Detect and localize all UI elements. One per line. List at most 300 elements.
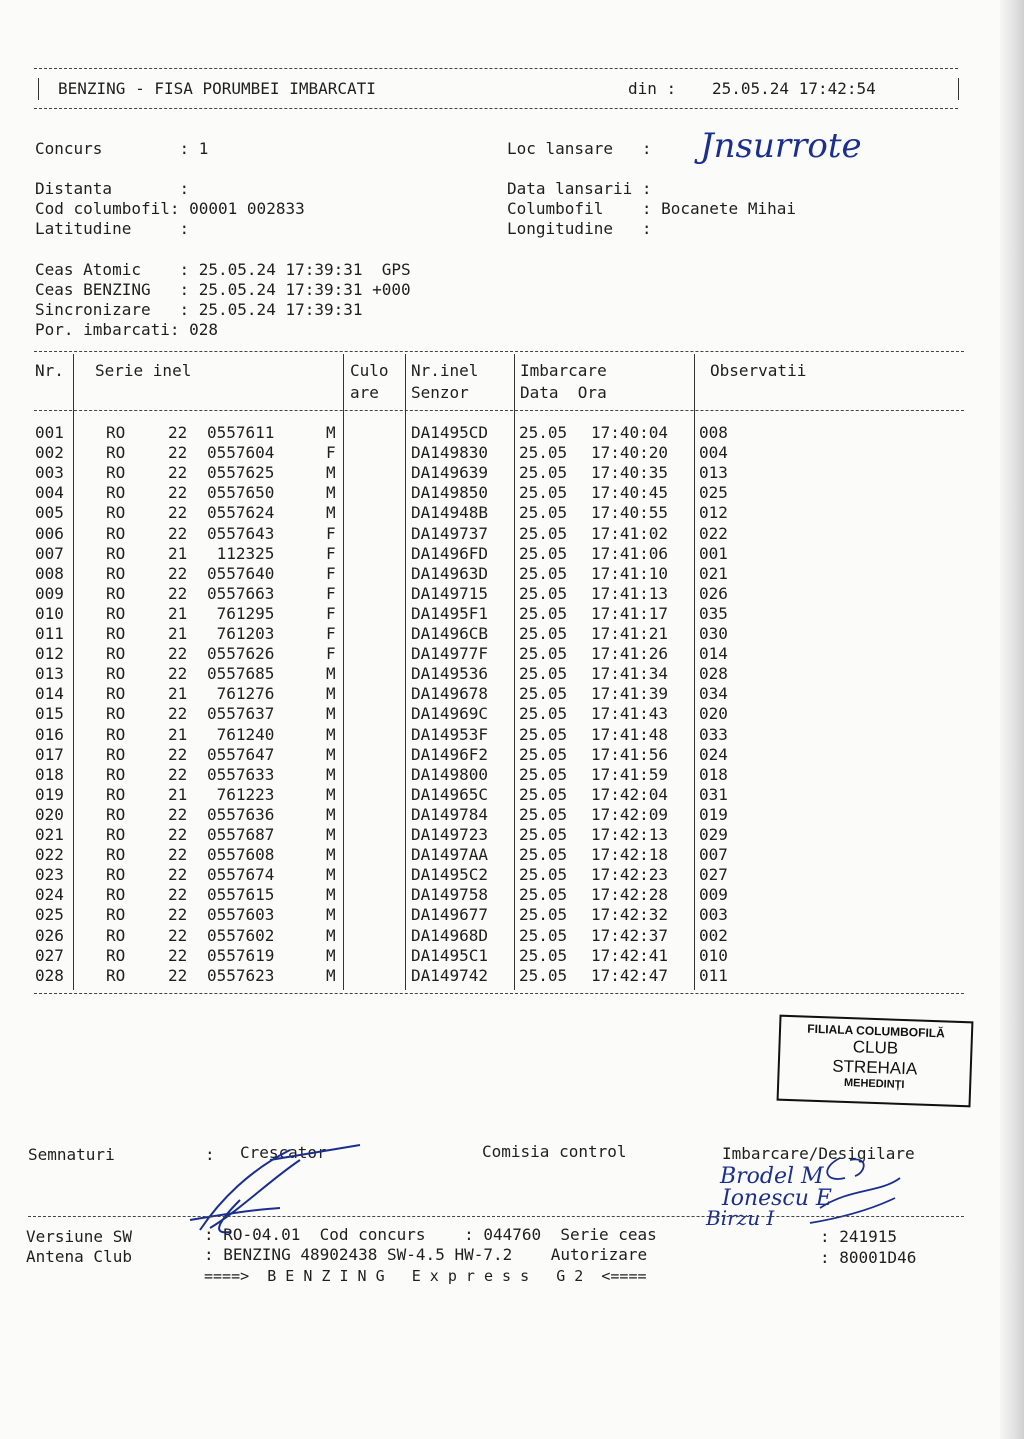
cell-data: 25.05 [519, 825, 568, 844]
cell-senzor: DA1496CB [411, 624, 489, 643]
cell-nr: 021 [35, 825, 64, 844]
cell-senzor: DA14948B [411, 503, 489, 523]
col-sep-imbarcare [694, 354, 695, 990]
cell-data: 25.05 [519, 523, 568, 543]
cell-nr: 008 [35, 563, 64, 583]
cell-nr: 006 [35, 523, 64, 543]
cell-nr: 026 [35, 925, 64, 945]
cell-an: 22 [168, 463, 188, 483]
cell-an: 22 [168, 905, 188, 925]
cell-nr: 012 [35, 644, 64, 664]
cell-nr: 002 [35, 443, 64, 463]
cell-inel: 0557640 [207, 563, 275, 583]
cell-tara: RO [106, 965, 126, 985]
club-stamp [777, 1015, 974, 1108]
cell-ora: 17:42:37 [591, 925, 669, 945]
cell-ora: 17:42:32 [591, 905, 669, 925]
antena-club-value: : BENZING 48902438 SW-4.5 HW-7.2 Autorizare [204, 1245, 648, 1264]
cell-data: 25.05 [519, 423, 568, 442]
cell-tara: RO [106, 945, 126, 965]
cell-sex: F [326, 644, 336, 664]
cell-observatii: 014 [699, 644, 728, 664]
cell-an: 22 [168, 925, 188, 945]
cell-ora: 17:41:13 [591, 583, 669, 603]
cell-inel: 0557624 [207, 503, 275, 523]
cell-data: 25.05 [519, 483, 568, 503]
cell-senzor: DA1496F2 [411, 744, 489, 764]
cell-tara: RO [106, 583, 126, 603]
cell-tara: RO [106, 624, 126, 643]
semnaturi-colon: : [205, 1145, 215, 1164]
cell-nr: 001 [35, 423, 64, 442]
data-lansarii-field: Data lansarii : [507, 179, 652, 198]
cell-data: 25.05 [519, 804, 568, 824]
cell-ora: 17:41:06 [591, 543, 669, 563]
cell-inel: 0557636 [207, 804, 275, 824]
cell-an: 22 [168, 744, 188, 764]
cell-sex: M [326, 905, 336, 925]
cell-inel: 0557608 [207, 845, 275, 865]
cell-observatii: 026 [699, 583, 728, 603]
col-header-serie: Serie inel [95, 361, 192, 380]
signature-member-1: Brodel M [720, 1164, 824, 1189]
cell-nr: 014 [35, 684, 64, 704]
cell-senzor: DA149742 [411, 965, 489, 985]
cell-data: 25.05 [519, 503, 568, 523]
cell-sex: M [326, 503, 336, 523]
cell-tara: RO [106, 463, 126, 483]
cell-ora: 17:41:17 [591, 603, 669, 623]
cell-tara: RO [106, 905, 126, 925]
cell-data: 25.05 [519, 784, 568, 804]
cell-tara: RO [106, 724, 126, 744]
cell-tara: RO [106, 845, 126, 865]
semnaturi-label: Semnaturi [28, 1145, 115, 1164]
cell-sex: F [326, 624, 336, 643]
cell-observatii: 003 [699, 905, 728, 925]
paper-edge-shadow [1000, 0, 1024, 1439]
cell-data: 25.05 [519, 845, 568, 865]
cell-observatii: 027 [699, 865, 728, 885]
concurs-field: Concurs : 1 [35, 139, 209, 158]
cell-ora: 17:40:20 [591, 443, 669, 463]
cell-an: 21 [168, 784, 188, 804]
cell-inel: 0557647 [207, 744, 275, 764]
cell-inel: 0557604 [207, 443, 275, 463]
autorizare-value: : 80001D46 [820, 1248, 917, 1267]
cell-nr: 020 [35, 804, 64, 824]
cell-sex: F [326, 443, 336, 463]
cell-inel: 0557611 [207, 423, 275, 442]
cell-sex: M [326, 684, 336, 704]
header-top-rule [34, 68, 958, 69]
cell-nr: 011 [35, 624, 64, 643]
ceas-atomic-field: Ceas Atomic : 25.05.24 17:39:31 GPS [35, 260, 411, 279]
col-header-inel-2: Senzor [411, 383, 469, 402]
cell-senzor: DA149536 [411, 664, 489, 684]
cell-senzor: DA1497AA [411, 845, 489, 865]
cell-nr: 004 [35, 483, 64, 503]
cell-sex: M [326, 825, 336, 844]
cell-ora: 17:42:23 [591, 865, 669, 885]
cell-nr: 007 [35, 543, 64, 563]
cell-sex: M [326, 885, 336, 905]
cell-observatii: 009 [699, 885, 728, 905]
table-top-rule [34, 351, 964, 352]
cell-observatii: 035 [699, 603, 728, 623]
cell-nr: 010 [35, 603, 64, 623]
cell-ora: 17:42:13 [591, 825, 669, 844]
cell-an: 22 [168, 563, 188, 583]
cell-tara: RO [106, 664, 126, 684]
cell-nr: 022 [35, 845, 64, 865]
footer-rule [28, 1216, 964, 1217]
columbofil-field: Columbofil : Bocanete Mihai [507, 199, 796, 218]
cell-an: 22 [168, 945, 188, 965]
cell-sex: M [326, 865, 336, 885]
col-header-imbarcare-2: Data Ora [520, 383, 607, 402]
cell-data: 25.05 [519, 945, 568, 965]
cell-inel: 0557626 [207, 644, 275, 664]
cell-senzor: DA14977F [411, 644, 489, 664]
cell-nr: 003 [35, 463, 64, 483]
cell-inel: 0557623 [207, 965, 275, 985]
cell-observatii: 018 [699, 764, 728, 784]
cell-sex: M [326, 483, 336, 503]
cell-ora: 17:41:10 [591, 563, 669, 583]
cell-nr: 013 [35, 664, 64, 684]
cell-tara: RO [106, 483, 126, 503]
header-bottom-rule [34, 108, 958, 109]
cell-observatii: 028 [699, 664, 728, 684]
cell-tara: RO [106, 523, 126, 543]
cell-data: 25.05 [519, 965, 568, 985]
stamp-line-4: MEHEDINȚI [843, 1076, 905, 1092]
cell-ora: 17:40:04 [591, 423, 669, 442]
cell-observatii: 022 [699, 523, 728, 543]
cod-columbofil-field: Cod columbofil: 00001 002833 [35, 199, 305, 218]
cell-inel: 0557637 [207, 704, 275, 724]
distanta-field: Distanta : [35, 179, 190, 198]
cell-data: 25.05 [519, 563, 568, 583]
cell-sex: M [326, 845, 336, 865]
cell-an: 22 [168, 845, 188, 865]
cell-nr: 009 [35, 583, 64, 603]
cell-tara: RO [106, 865, 126, 885]
cell-senzor: DA149830 [411, 443, 489, 463]
cell-data: 25.05 [519, 664, 568, 684]
cell-inel: 761203 [207, 624, 275, 643]
cell-sex: M [326, 804, 336, 824]
cell-observatii: 007 [699, 845, 728, 865]
cell-inel: 0557602 [207, 925, 275, 945]
cell-observatii: 024 [699, 744, 728, 764]
col-header-nr: Nr. [35, 361, 64, 380]
cell-data: 25.05 [519, 443, 568, 463]
cell-ora: 17:41:26 [591, 644, 669, 664]
cell-tara: RO [106, 885, 126, 905]
cell-an: 22 [168, 523, 188, 543]
cell-nr: 015 [35, 704, 64, 724]
cell-an: 22 [168, 804, 188, 824]
cell-inel: 0557674 [207, 865, 275, 885]
cell-tara: RO [106, 684, 126, 704]
cell-inel: 761295 [207, 603, 275, 623]
cell-an: 22 [168, 583, 188, 603]
cell-data: 25.05 [519, 905, 568, 925]
cell-tara: RO [106, 704, 126, 724]
cell-nr: 005 [35, 503, 64, 523]
cell-sex: M [326, 724, 336, 744]
cell-observatii: 030 [699, 624, 728, 643]
cell-sex: M [326, 945, 336, 965]
cell-data: 25.05 [519, 724, 568, 744]
cell-ora: 17:42:28 [591, 885, 669, 905]
antena-club-label: Antena Club [26, 1247, 132, 1266]
cell-data: 25.05 [519, 704, 568, 724]
cell-observatii: 004 [699, 443, 728, 463]
cell-ora: 17:40:35 [591, 463, 669, 483]
cell-sex: F [326, 603, 336, 623]
cell-observatii: 033 [699, 724, 728, 744]
cell-an: 21 [168, 724, 188, 744]
cell-inel: 0557603 [207, 905, 275, 925]
col-header-inel-1: Nr.inel [411, 361, 479, 380]
stamp-line-3: STREHAIA [831, 1056, 918, 1079]
cell-tara: RO [106, 443, 126, 463]
cell-data: 25.05 [519, 885, 568, 905]
cell-tara: RO [106, 764, 126, 784]
cell-an: 22 [168, 825, 188, 844]
cell-inel: 0557625 [207, 463, 275, 483]
cell-data: 25.05 [519, 684, 568, 704]
por-imbarcati-field: Por. imbarcati: 028 [35, 320, 219, 339]
cell-ora: 17:41:02 [591, 523, 669, 543]
cell-tara: RO [106, 543, 126, 563]
cell-nr: 019 [35, 784, 64, 804]
cell-an: 22 [168, 885, 188, 905]
cell-an: 22 [168, 704, 188, 724]
cell-sex: M [326, 925, 336, 945]
cell-nr: 027 [35, 945, 64, 965]
cell-sex: M [326, 784, 336, 804]
col-sep-senzor [514, 354, 515, 990]
cell-ora: 17:42:18 [591, 845, 669, 865]
cell-observatii: 029 [699, 825, 728, 844]
imbarcare-label: Imbarcare/Desigilare [722, 1144, 915, 1163]
cell-senzor: DA14963D [411, 563, 489, 583]
cell-observatii: 031 [699, 784, 728, 804]
cell-tara: RO [106, 563, 126, 583]
cell-inel: 112325 [207, 543, 275, 563]
cell-observatii: 012 [699, 503, 728, 523]
cell-observatii: 011 [699, 965, 728, 985]
cell-observatii: 020 [699, 704, 728, 724]
cell-sex: F [326, 583, 336, 603]
cell-senzor: DA14969C [411, 704, 489, 724]
cell-sex: M [326, 664, 336, 684]
cell-tara: RO [106, 825, 126, 844]
cell-an: 21 [168, 543, 188, 563]
cell-an: 22 [168, 764, 188, 784]
cell-sex: M [326, 965, 336, 985]
cell-observatii: 002 [699, 925, 728, 945]
cell-tara: RO [106, 503, 126, 523]
cell-ora: 17:40:55 [591, 503, 669, 523]
cell-nr: 016 [35, 724, 64, 744]
cell-ora: 17:42:47 [591, 965, 669, 985]
cell-data: 25.05 [519, 463, 568, 483]
cell-inel: 0557615 [207, 885, 275, 905]
cell-inel: 0557687 [207, 825, 275, 844]
cell-sex: F [326, 543, 336, 563]
comisia-label: Comisia control [482, 1142, 627, 1161]
cell-nr: 017 [35, 744, 64, 764]
cell-senzor: DA1496FD [411, 543, 489, 563]
cell-tara: RO [106, 423, 126, 442]
cell-nr: 028 [35, 965, 64, 985]
cell-observatii: 010 [699, 945, 728, 965]
cell-tara: RO [106, 644, 126, 664]
cell-senzor: DA149850 [411, 483, 489, 503]
cell-senzor: DA149678 [411, 684, 489, 704]
cell-senzor: DA149723 [411, 825, 489, 844]
cell-senzor: DA149737 [411, 523, 489, 543]
cell-observatii: 001 [699, 543, 728, 563]
cell-senzor: DA1495C1 [411, 945, 489, 965]
sincronizare-field: Sincronizare : 25.05.24 17:39:31 [35, 300, 363, 319]
col-header-culoare-1: Culo [350, 361, 389, 380]
cell-inel: 0557650 [207, 483, 275, 503]
cell-senzor: DA149784 [411, 804, 489, 824]
header-right-bar [958, 78, 959, 100]
cell-senzor: DA1495C2 [411, 865, 489, 885]
cell-senzor: DA14965C [411, 784, 489, 804]
cell-inel: 0557633 [207, 764, 275, 784]
col-sep-culoare [405, 354, 406, 990]
cell-senzor: DA149639 [411, 463, 489, 483]
cell-sex: M [326, 704, 336, 724]
din-value: 25.05.24 17:42:54 [712, 79, 876, 98]
cell-data: 25.05 [519, 744, 568, 764]
col-header-observatii: Observatii [710, 361, 807, 380]
cell-nr: 018 [35, 764, 64, 784]
cell-sex: M [326, 463, 336, 483]
cell-nr: 025 [35, 905, 64, 925]
cell-inel: 0557643 [207, 523, 275, 543]
cell-observatii: 008 [699, 423, 728, 442]
benzing-brand-line: ====> B E N Z I N G E x p r e s s G 2 <==== [204, 1267, 647, 1285]
stamp-line-1: FILIALA COLUMBOFILĂ [807, 1021, 946, 1041]
versiune-sw-label: Versiune SW [26, 1227, 132, 1246]
cell-sex: M [326, 764, 336, 784]
signature-member-2: Ionescu E [722, 1186, 832, 1211]
cell-an: 22 [168, 423, 188, 442]
loc-lansare-handwriting: Jnsurrote [700, 126, 862, 166]
cell-data: 25.05 [519, 583, 568, 603]
serie-ceas-value: : 241915 [820, 1227, 898, 1246]
cell-ora: 17:41:48 [591, 724, 669, 744]
cell-observatii: 025 [699, 483, 728, 503]
cell-tara: RO [106, 784, 126, 804]
table-bottom-rule [34, 993, 964, 994]
cell-an: 22 [168, 503, 188, 523]
cell-senzor: DA149715 [411, 583, 489, 603]
cell-tara: RO [106, 744, 126, 764]
cell-sex: M [326, 423, 336, 442]
col-sep-serie [343, 354, 344, 990]
signature-member-3: Birzu I [706, 1206, 775, 1230]
cell-an: 21 [168, 624, 188, 643]
cell-inel: 0557619 [207, 945, 275, 965]
cell-ora: 17:42:41 [591, 945, 669, 965]
cell-sex: F [326, 563, 336, 583]
cell-inel: 0557663 [207, 583, 275, 603]
cell-an: 22 [168, 443, 188, 463]
cell-senzor: DA14953F [411, 724, 489, 744]
cell-observatii: 021 [699, 563, 728, 583]
cell-data: 25.05 [519, 925, 568, 945]
cell-nr: 024 [35, 885, 64, 905]
cell-an: 21 [168, 603, 188, 623]
header-left-bar [38, 78, 39, 100]
cell-ora: 17:41:43 [591, 704, 669, 724]
document-title: BENZING - FISA PORUMBEI IMBARCATI [58, 79, 376, 98]
cell-tara: RO [106, 925, 126, 945]
cell-an: 22 [168, 865, 188, 885]
cell-senzor: DA149800 [411, 764, 489, 784]
latitudine-field: Latitudine : [35, 219, 190, 238]
cell-ora: 17:41:59 [591, 764, 669, 784]
cell-an: 22 [168, 965, 188, 985]
cell-observatii: 019 [699, 804, 728, 824]
longitudine-field: Longitudine : [507, 219, 652, 238]
cell-tara: RO [106, 603, 126, 623]
cell-senzor: DA14968D [411, 925, 489, 945]
cell-sex: M [326, 744, 336, 764]
cell-senzor: DA1495F1 [411, 603, 489, 623]
stamp-line-2: CLUB [852, 1037, 899, 1058]
cell-inel: 0557685 [207, 664, 275, 684]
cell-ora: 17:42:09 [591, 804, 669, 824]
cell-ora: 17:41:56 [591, 744, 669, 764]
cell-an: 22 [168, 644, 188, 664]
cell-inel: 761223 [207, 784, 275, 804]
din-label: din : [628, 79, 677, 98]
cell-ora: 17:41:34 [591, 664, 669, 684]
cell-inel: 761276 [207, 684, 275, 704]
cell-data: 25.05 [519, 603, 568, 623]
cell-ora: 17:41:21 [591, 624, 669, 643]
cell-nr: 023 [35, 865, 64, 885]
col-sep-nr [73, 354, 74, 990]
loc-lansare-field: Loc lansare : [507, 139, 652, 158]
cell-data: 25.05 [519, 624, 568, 643]
cell-senzor: DA149677 [411, 905, 489, 925]
cell-tara: RO [106, 804, 126, 824]
cell-sex: F [326, 523, 336, 543]
ceas-benzing-field: Ceas BENZING : 25.05.24 17:39:31 +000 [35, 280, 411, 299]
cell-data: 25.05 [519, 543, 568, 563]
cell-ora: 17:41:39 [591, 684, 669, 704]
crescator-label: Crescator [240, 1143, 327, 1162]
cell-data: 25.05 [519, 644, 568, 664]
versiune-sw-value: : RO-04.01 Cod concurs : 044760 Serie ceas [204, 1225, 657, 1244]
cell-observatii: 013 [699, 463, 728, 483]
cell-observatii: 034 [699, 684, 728, 704]
cell-data: 25.05 [519, 865, 568, 885]
cell-inel: 761240 [207, 724, 275, 744]
